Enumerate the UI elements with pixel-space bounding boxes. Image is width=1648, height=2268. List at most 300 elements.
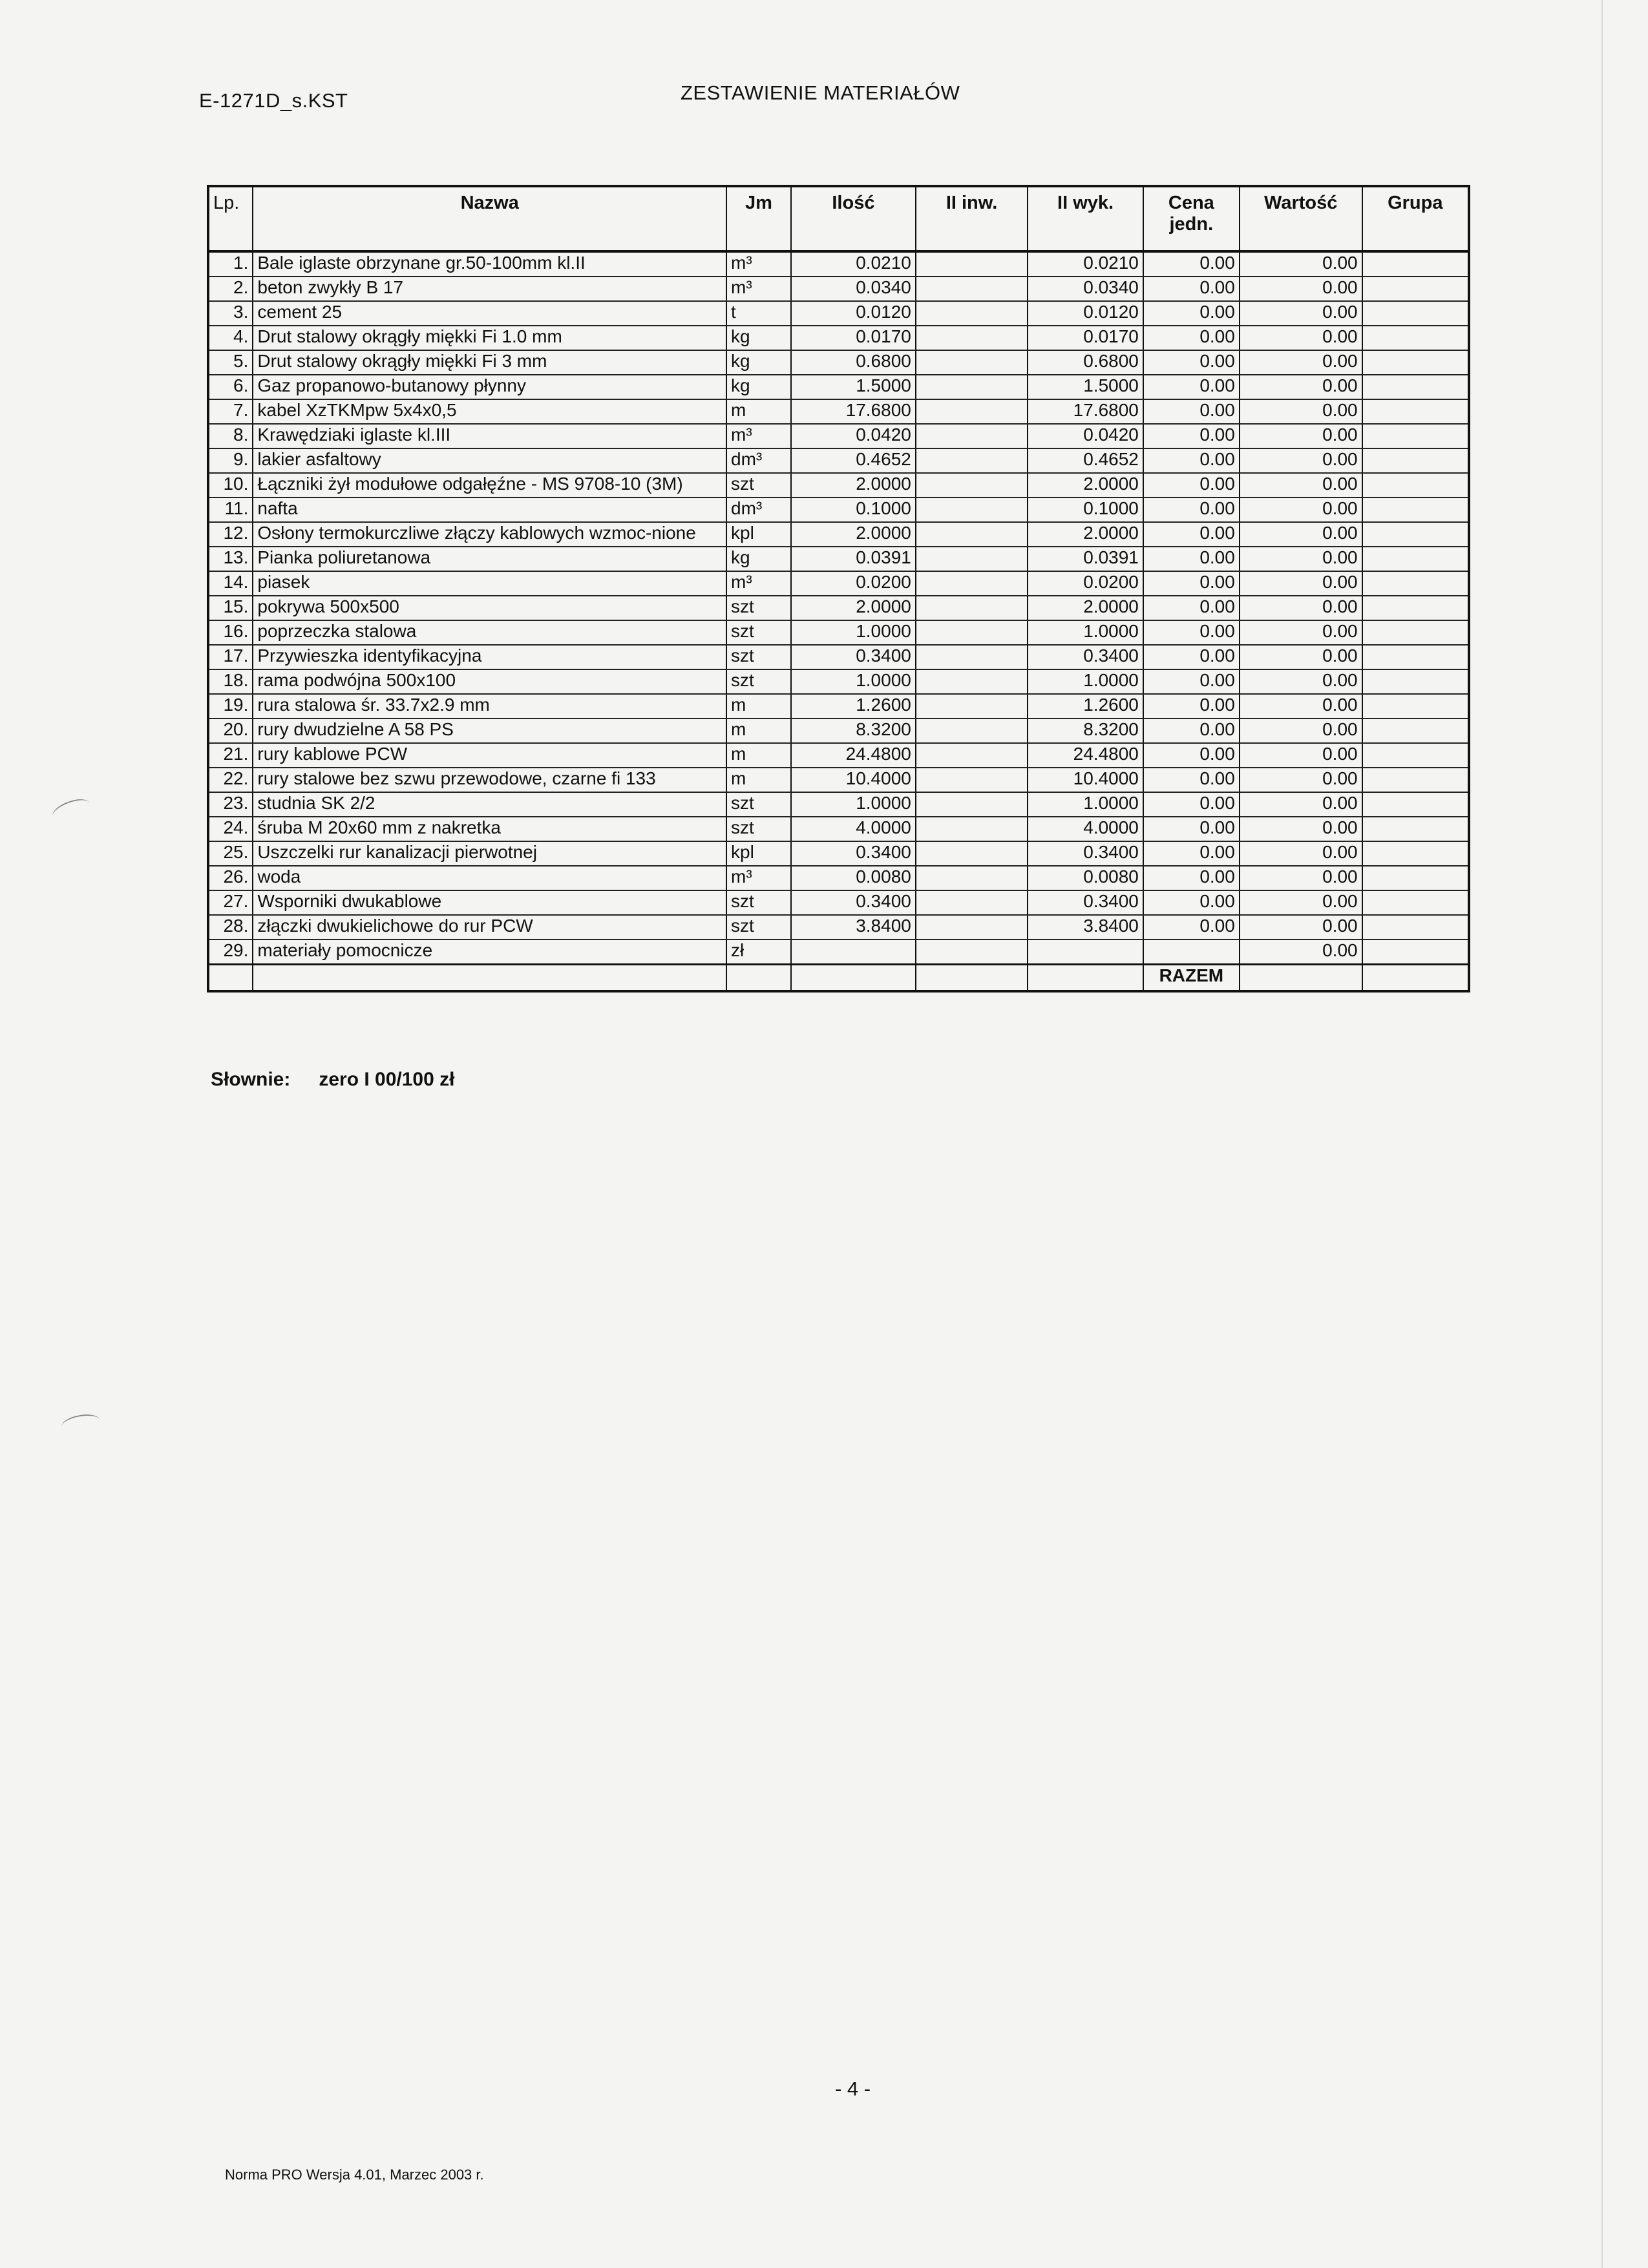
cell-lp: 5.: [208, 350, 253, 375]
cell-nazwa: lakier asfaltowy: [253, 448, 726, 473]
cell-wartosc: 0.00: [1240, 571, 1362, 596]
cell-wyk: 0.3400: [1028, 841, 1143, 866]
cell-ilosc: 2.0000: [791, 596, 916, 620]
cell-grupa: [1362, 301, 1469, 326]
cell-inw: [916, 669, 1028, 694]
cell-ilosc: [791, 940, 916, 965]
cell-cena: 0.00: [1143, 498, 1240, 522]
cell-grupa: [1362, 694, 1469, 719]
cell-lp: 9.: [208, 448, 253, 473]
cell-nazwa: Drut stalowy okrągły miękki Fi 1.0 mm: [253, 326, 726, 350]
table-row: [208, 768, 1469, 792]
cell-wyk: 2.0000: [1028, 596, 1143, 620]
table-row: [208, 841, 1469, 866]
cell-ilosc: 0.0080: [791, 866, 916, 890]
cell-jm: m: [726, 768, 791, 792]
page-number: - 4 -: [835, 2077, 871, 2100]
table-row: [208, 743, 1469, 768]
cell-grupa: [1362, 940, 1469, 965]
cell-jm: kg: [726, 375, 791, 399]
col-header-wartosc: Wartość: [1240, 186, 1362, 251]
cell-nazwa: woda: [253, 866, 726, 890]
col-header-jm: Jm: [726, 186, 791, 251]
cell-jm: szt: [726, 473, 791, 498]
cell-wyk: 3.8400: [1028, 915, 1143, 940]
cell-lp: 2.: [208, 277, 253, 301]
col-header-nazwa: Nazwa: [253, 186, 726, 251]
cell-grupa: [1362, 448, 1469, 473]
cell-wyk: 24.4800: [1028, 743, 1143, 768]
cell-ilosc: 0.0200: [791, 571, 916, 596]
cell-ilosc: 8.3200: [791, 719, 916, 743]
cell-nazwa: piasek: [253, 571, 726, 596]
cell-wartosc: 0.00: [1240, 890, 1362, 915]
cell-grupa: [1362, 792, 1469, 817]
cell-inw: [916, 890, 1028, 915]
cell-wartosc: 0.00: [1240, 940, 1362, 965]
cell-nazwa: Bale iglaste obrzynane gr.50-100mm kl.II: [253, 251, 726, 277]
cell-wartosc: 0.00: [1240, 350, 1362, 375]
amount-in-words: [211, 1069, 454, 1091]
cell-nazwa: Krawędziaki iglaste kl.III: [253, 424, 726, 448]
cell-inw: [916, 645, 1028, 669]
cell-jm: szt: [726, 792, 791, 817]
cell-grupa: [1362, 866, 1469, 890]
cell-wartosc: 0.00: [1240, 301, 1362, 326]
cell-cena: [1143, 940, 1240, 965]
table-row: [208, 277, 1469, 301]
cell-grupa: [1362, 473, 1469, 498]
cell-jm: kpl: [726, 841, 791, 866]
cell-cena: 0.00: [1143, 251, 1240, 277]
cell-lp: 16.: [208, 620, 253, 645]
cell-wyk: 1.0000: [1028, 620, 1143, 645]
cell-nazwa: Wsporniki dwukablowe: [253, 890, 726, 915]
cell-wyk: 0.0420: [1028, 424, 1143, 448]
cell-jm: zł: [726, 940, 791, 965]
cell-ilosc: 0.0170: [791, 326, 916, 350]
cell-lp: 14.: [208, 571, 253, 596]
cell-wartosc: 0.00: [1240, 375, 1362, 399]
cell-inw: [916, 375, 1028, 399]
cell-nazwa: rury dwudzielne A 58 PS: [253, 719, 726, 743]
cell-grupa: [1362, 743, 1469, 768]
col-header-wyk: II wyk.: [1028, 186, 1143, 251]
cell-lp: 8.: [208, 424, 253, 448]
cell-ilosc: 0.0120: [791, 301, 916, 326]
cell-inw: [916, 620, 1028, 645]
page-edge: [1601, 0, 1603, 2268]
cell-ilosc: 1.0000: [791, 620, 916, 645]
table-row: [208, 251, 1469, 277]
cell-wyk: 10.4000: [1028, 768, 1143, 792]
total-label: RAZEM: [1143, 965, 1240, 992]
cell-cena: 0.00: [1143, 547, 1240, 571]
cell-nazwa: cement 25: [253, 301, 726, 326]
cell-ilosc: 2.0000: [791, 522, 916, 547]
cell-cena: 0.00: [1143, 277, 1240, 301]
cell-cena: 0.00: [1143, 522, 1240, 547]
cell-wyk: 0.0391: [1028, 547, 1143, 571]
cell-jm: m³: [726, 251, 791, 277]
cell-grupa: [1362, 547, 1469, 571]
cell-nazwa: Przywieszka identyfikacyjna: [253, 645, 726, 669]
cell-cena: 0.00: [1143, 841, 1240, 866]
cell-grupa: [1362, 719, 1469, 743]
cell-ilosc: 0.1000: [791, 498, 916, 522]
cell-ilosc: 17.6800: [791, 399, 916, 424]
cell-lp: 6.: [208, 375, 253, 399]
cell-grupa: [1362, 596, 1469, 620]
cell-jm: m: [726, 694, 791, 719]
cell-nazwa: śruba M 20x60 mm z nakretka: [253, 817, 726, 841]
cell-wartosc: 0.00: [1240, 719, 1362, 743]
cell-nazwa: rura stalowa śr. 33.7x2.9 mm: [253, 694, 726, 719]
cell-grupa: [1362, 669, 1469, 694]
cell-ilosc: 0.0391: [791, 547, 916, 571]
table-row: [208, 498, 1469, 522]
col-header-grupa: Grupa: [1362, 186, 1469, 251]
cell-ilosc: 0.3400: [791, 841, 916, 866]
cell-lp: 22.: [208, 768, 253, 792]
cell-wartosc: 0.00: [1240, 669, 1362, 694]
cell-grupa: [1362, 915, 1469, 940]
table-row: [208, 792, 1469, 817]
table-row: [208, 301, 1469, 326]
cell-cena: 0.00: [1143, 301, 1240, 326]
cell-cena: 0.00: [1143, 326, 1240, 350]
cell-ilosc: 24.4800: [791, 743, 916, 768]
cell-jm: szt: [726, 817, 791, 841]
cell-wartosc: 0.00: [1240, 448, 1362, 473]
cell-lp: 7.: [208, 399, 253, 424]
cell-nazwa: Drut stalowy okrągły miękki Fi 3 mm: [253, 350, 726, 375]
cell-jm: kg: [726, 326, 791, 350]
cell-inw: [916, 301, 1028, 326]
cell-wyk: 0.3400: [1028, 645, 1143, 669]
cell-cena: 0.00: [1143, 792, 1240, 817]
cell-wartosc: 0.00: [1240, 866, 1362, 890]
amount-in-words-label: Słownie:: [211, 1069, 291, 1090]
cell-lp: 27.: [208, 890, 253, 915]
cell-jm: m: [726, 743, 791, 768]
cell-inw: [916, 915, 1028, 940]
cell-wyk: 2.0000: [1028, 473, 1143, 498]
cell-lp: 17.: [208, 645, 253, 669]
cell-nazwa: rury stalowe bez szwu przewodowe, czarne fi 133: [253, 768, 726, 792]
cell-wartosc: 0.00: [1240, 792, 1362, 817]
table-row: [208, 890, 1469, 915]
cell-wyk: 2.0000: [1028, 522, 1143, 547]
cell-inw: [916, 694, 1028, 719]
cell-nazwa: pokrywa 500x500: [253, 596, 726, 620]
cell-inw: [916, 743, 1028, 768]
cell-lp: 10.: [208, 473, 253, 498]
cell-wyk: 0.3400: [1028, 890, 1143, 915]
cell-ilosc: 0.4652: [791, 448, 916, 473]
cell-jm: m: [726, 399, 791, 424]
total-row: [208, 965, 1469, 992]
cell-inw: [916, 547, 1028, 571]
cell-lp: 21.: [208, 743, 253, 768]
cell-jm: szt: [726, 645, 791, 669]
cell-grupa: [1362, 522, 1469, 547]
cell-lp: 12.: [208, 522, 253, 547]
cell-grupa: [1362, 620, 1469, 645]
cell-wyk: 0.0170: [1028, 326, 1143, 350]
cell-lp: 24.: [208, 817, 253, 841]
cell-grupa: [1362, 571, 1469, 596]
col-header-inw: II inw.: [916, 186, 1028, 251]
cell-grupa: [1362, 251, 1469, 277]
table-row: [208, 571, 1469, 596]
cell-jm: m³: [726, 277, 791, 301]
cell-lp: 18.: [208, 669, 253, 694]
cell-inw: [916, 571, 1028, 596]
cell-inw: [916, 768, 1028, 792]
cell-cena: 0.00: [1143, 669, 1240, 694]
cell-grupa: [1362, 645, 1469, 669]
cell-wyk: 17.6800: [1028, 399, 1143, 424]
cell-wartosc: 0.00: [1240, 645, 1362, 669]
cell-wyk: 8.3200: [1028, 719, 1143, 743]
cell-cena: 0.00: [1143, 915, 1240, 940]
cell-wartosc: 0.00: [1240, 277, 1362, 301]
cell-lp: 3.: [208, 301, 253, 326]
table-row: [208, 669, 1469, 694]
cell-lp: 11.: [208, 498, 253, 522]
cell-cena: 0.00: [1143, 890, 1240, 915]
cell-grupa: [1362, 326, 1469, 350]
table-row: [208, 399, 1469, 424]
cell-wyk: 0.1000: [1028, 498, 1143, 522]
cell-jm: szt: [726, 890, 791, 915]
cell-jm: szt: [726, 620, 791, 645]
cell-nazwa: Pianka poliuretanowa: [253, 547, 726, 571]
col-header-ilosc: Ilość: [791, 186, 916, 251]
cell-nazwa: Uszczelki rur kanalizacji pierwotnej: [253, 841, 726, 866]
cell-cena: 0.00: [1143, 473, 1240, 498]
table-row: [208, 350, 1469, 375]
col-header-lp: Lp.: [208, 186, 253, 251]
cell-nazwa: studnia SK 2/2: [253, 792, 726, 817]
cell-grupa: [1362, 277, 1469, 301]
cell-wartosc: 0.00: [1240, 817, 1362, 841]
table-row: [208, 375, 1469, 399]
cell-jm: m³: [726, 571, 791, 596]
cell-inw: [916, 841, 1028, 866]
cell-nazwa: Łączniki żył modułowe odgałęźne - MS 9708-10 (3M): [253, 473, 726, 498]
cell-wyk: 1.0000: [1028, 669, 1143, 694]
cell-grupa: [1362, 350, 1469, 375]
cell-jm: m³: [726, 424, 791, 448]
cell-jm: kpl: [726, 522, 791, 547]
cell-ilosc: 0.0340: [791, 277, 916, 301]
cell-wyk: 1.0000: [1028, 792, 1143, 817]
table-row: [208, 522, 1469, 547]
cell-lp: 4.: [208, 326, 253, 350]
cell-inw: [916, 350, 1028, 375]
table-row: [208, 719, 1469, 743]
cell-nazwa: Gaz propanowo-butanowy płynny: [253, 375, 726, 399]
cell-nazwa: nafta: [253, 498, 726, 522]
cell-inw: [916, 719, 1028, 743]
cell-grupa: [1362, 841, 1469, 866]
cell-wartosc: 0.00: [1240, 694, 1362, 719]
cell-ilosc: 0.6800: [791, 350, 916, 375]
cell-wartosc: 0.00: [1240, 620, 1362, 645]
cell-nazwa: rury kablowe PCW: [253, 743, 726, 768]
cell-inw: [916, 473, 1028, 498]
cell-ilosc: 0.3400: [791, 645, 916, 669]
table-row: [208, 620, 1469, 645]
cell-ilosc: 0.0210: [791, 251, 916, 277]
cell-wyk: 0.0080: [1028, 866, 1143, 890]
cell-wyk: 0.0200: [1028, 571, 1143, 596]
cell-wartosc: 0.00: [1240, 547, 1362, 571]
cell-cena: 0.00: [1143, 571, 1240, 596]
table-row: [208, 694, 1469, 719]
cell-wartosc: 0.00: [1240, 915, 1362, 940]
cell-grupa: [1362, 424, 1469, 448]
cell-inw: [916, 326, 1028, 350]
cell-jm: szt: [726, 596, 791, 620]
table-row: [208, 817, 1469, 841]
cell-ilosc: 1.5000: [791, 375, 916, 399]
cell-cena: 0.00: [1143, 743, 1240, 768]
cell-lp: 15.: [208, 596, 253, 620]
cell-lp: 26.: [208, 866, 253, 890]
cell-wartosc: 0.00: [1240, 424, 1362, 448]
cell-wartosc: 0.00: [1240, 473, 1362, 498]
cell-nazwa: materiały pomocnicze: [253, 940, 726, 965]
cell-inw: [916, 424, 1028, 448]
cell-ilosc: 3.8400: [791, 915, 916, 940]
punch-hole-mark: [50, 795, 92, 824]
cell-wyk: 1.5000: [1028, 375, 1143, 399]
cell-wyk: 0.0340: [1028, 277, 1143, 301]
cell-wartosc: 0.00: [1240, 743, 1362, 768]
punch-hole-mark: [60, 1412, 101, 1435]
cell-cena: 0.00: [1143, 694, 1240, 719]
cell-inw: [916, 596, 1028, 620]
cell-nazwa: rama podwójna 500x100: [253, 669, 726, 694]
cell-ilosc: 2.0000: [791, 473, 916, 498]
cell-inw: [916, 277, 1028, 301]
table-row: [208, 547, 1469, 571]
cell-jm: t: [726, 301, 791, 326]
cell-cena: 0.00: [1143, 399, 1240, 424]
cell-lp: 20.: [208, 719, 253, 743]
cell-ilosc: 10.4000: [791, 768, 916, 792]
cell-inw: [916, 522, 1028, 547]
cell-lp: 29.: [208, 940, 253, 965]
cell-cena: 0.00: [1143, 817, 1240, 841]
file-name: E-1271D_s.KST: [199, 89, 348, 112]
cell-nazwa: beton zwykły B 17: [253, 277, 726, 301]
document-title: ZESTAWIENIE MATERIAŁÓW: [681, 81, 960, 104]
cell-cena: 0.00: [1143, 645, 1240, 669]
cell-cena: 0.00: [1143, 596, 1240, 620]
cell-ilosc: 1.0000: [791, 669, 916, 694]
cell-wartosc: 0.00: [1240, 596, 1362, 620]
table-row: [208, 645, 1469, 669]
cell-inw: [916, 792, 1028, 817]
table-row: [208, 473, 1469, 498]
table-row: [208, 448, 1469, 473]
cell-nazwa: złączki dwukielichowe do rur PCW: [253, 915, 726, 940]
cell-grupa: [1362, 817, 1469, 841]
cell-wyk: 0.4652: [1028, 448, 1143, 473]
table-row: [208, 940, 1469, 965]
cell-jm: m: [726, 719, 791, 743]
cell-wyk: 0.6800: [1028, 350, 1143, 375]
cell-lp: 1.: [208, 251, 253, 277]
cell-grupa: [1362, 399, 1469, 424]
table-row: [208, 596, 1469, 620]
cell-wartosc: 0.00: [1240, 498, 1362, 522]
cell-wartosc: 0.00: [1240, 399, 1362, 424]
cell-nazwa: kabel XzTKMpw 5x4x0,5: [253, 399, 726, 424]
cell-inw: [916, 399, 1028, 424]
cell-jm: kg: [726, 547, 791, 571]
cell-jm: kg: [726, 350, 791, 375]
cell-cena: 0.00: [1143, 350, 1240, 375]
cell-lp: 23.: [208, 792, 253, 817]
cell-ilosc: 4.0000: [791, 817, 916, 841]
cell-jm: szt: [726, 915, 791, 940]
footer-note: Norma PRO Wersja 4.01, Marzec 2003 r.: [225, 2167, 484, 2183]
cell-lp: 19.: [208, 694, 253, 719]
materials-table: [207, 185, 1470, 992]
cell-inw: [916, 251, 1028, 277]
cell-ilosc: 0.3400: [791, 890, 916, 915]
cell-nazwa: poprzeczka stalowa: [253, 620, 726, 645]
cell-wyk: [1028, 940, 1143, 965]
cell-grupa: [1362, 890, 1469, 915]
table-header-row: [208, 186, 1469, 251]
cell-grupa: [1362, 375, 1469, 399]
cell-ilosc: 1.0000: [791, 792, 916, 817]
cell-cena: 0.00: [1143, 375, 1240, 399]
cell-wyk: 0.0120: [1028, 301, 1143, 326]
cell-grupa: [1362, 498, 1469, 522]
cell-wartosc: 0.00: [1240, 251, 1362, 277]
cell-wartosc: 0.00: [1240, 522, 1362, 547]
cell-inw: [916, 817, 1028, 841]
cell-cena: 0.00: [1143, 620, 1240, 645]
cell-cena: 0.00: [1143, 768, 1240, 792]
cell-inw: [916, 448, 1028, 473]
total-value: [1240, 965, 1362, 992]
amount-in-words-value: zero I 00/100 zł: [319, 1069, 455, 1090]
cell-cena: 0.00: [1143, 448, 1240, 473]
cell-jm: dm³: [726, 498, 791, 522]
cell-lp: 25.: [208, 841, 253, 866]
cell-inw: [916, 866, 1028, 890]
table-row: [208, 915, 1469, 940]
cell-ilosc: 1.2600: [791, 694, 916, 719]
cell-jm: szt: [726, 669, 791, 694]
cell-grupa: [1362, 768, 1469, 792]
cell-inw: [916, 940, 1028, 965]
cell-nazwa: Osłony termokurczliwe złączy kablowych wzmoc-nione: [253, 522, 726, 547]
table-row: [208, 326, 1469, 350]
cell-lp: 28.: [208, 915, 253, 940]
cell-cena: 0.00: [1143, 866, 1240, 890]
cell-cena: 0.00: [1143, 424, 1240, 448]
cell-ilosc: 0.0420: [791, 424, 916, 448]
